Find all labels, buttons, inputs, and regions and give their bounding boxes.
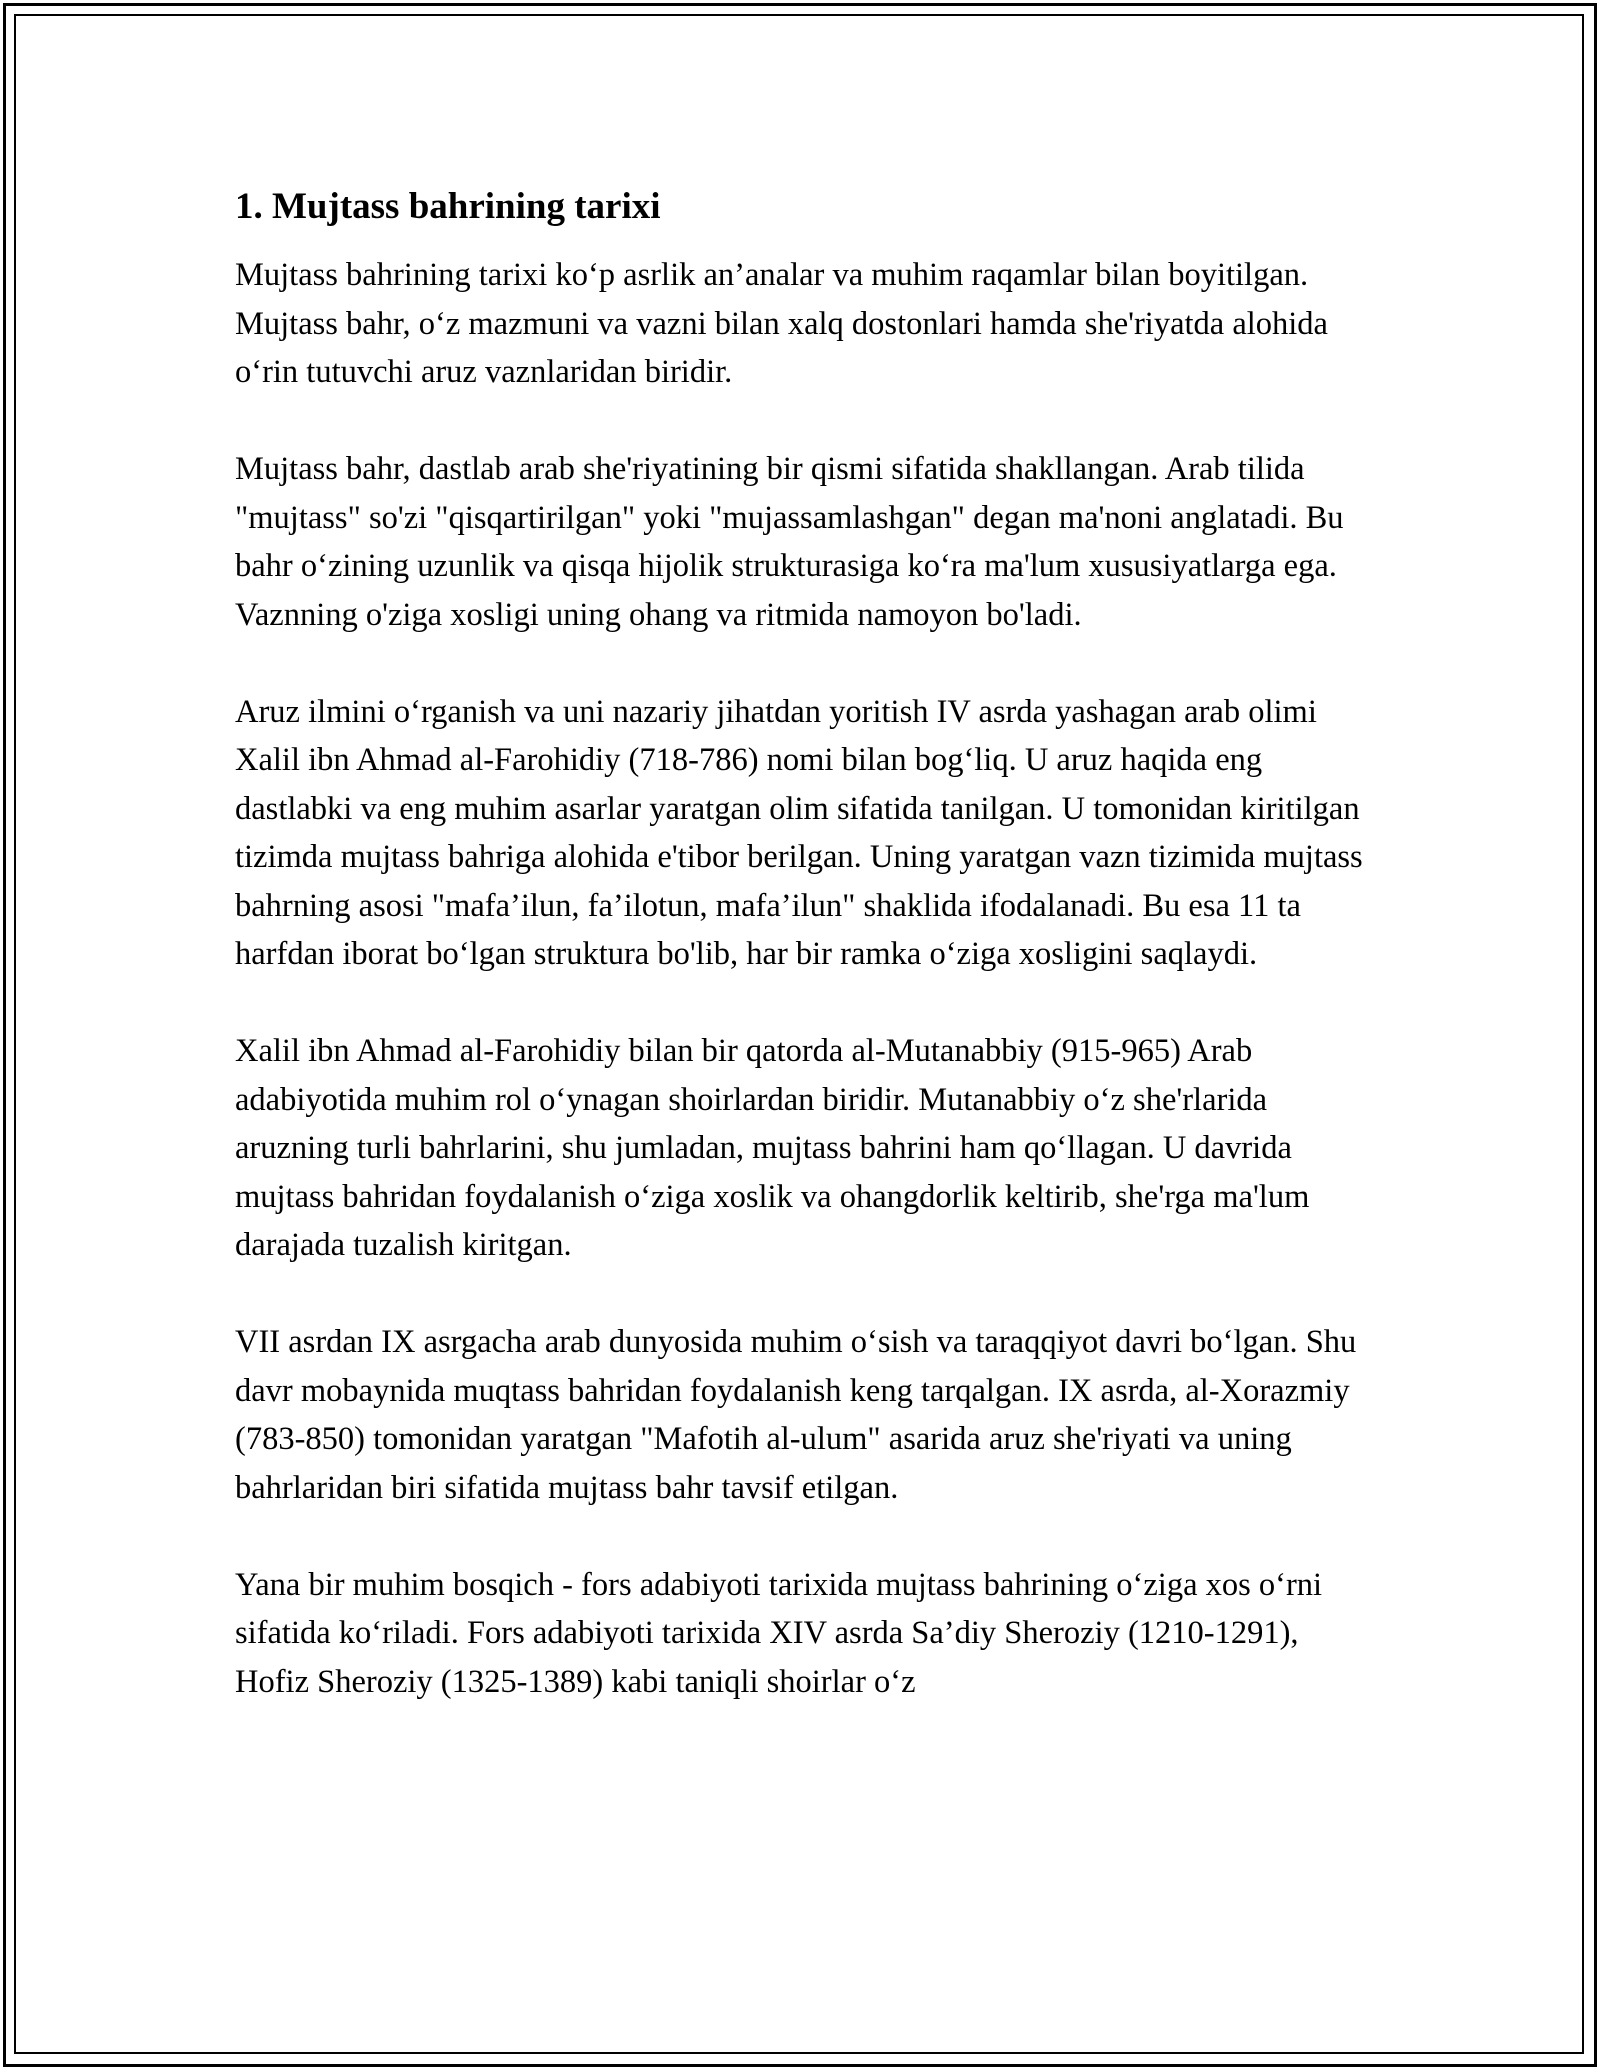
paragraph-2: Mujtass bahr, dastlab arab she'riyatining bir qismi sifatida shakllangan. Arab tilida "mujtass" so'zi "qisqartirilgan" yoki "mujassamlashgan" degan ma'noni anglatadi. Bu bahr oʻzining uzunlik va qisqa hijolik strukturasiga koʻra ma'lum xususiyatlarga ega. Vaznning o'ziga xosligi uning ohang va ritmida namoyon bo'ladi. — [235, 451, 1344, 633]
paragraph-1: Mujtass bahrining tarixi koʻp asrlik an’analar va muhim raqamlar bilan boyitilgan. Mujtass bahr, oʻz mazmuni va vazni bilan xalq dostonlari hamda she'riyatda alohida oʻrin tutuvchi aruz vaznlaridan biridir. — [235, 257, 1328, 390]
paragraph-3: Aruz ilmini oʻrganish va uni nazariy jihatdan yoritish IV asrda yashagan arab olimi Xalil ibn Ahmad al-Farohidiy (718-786) nomi bilan bogʻliq. U aruz haqida eng dastlabki va eng muhim asarlar yaratgan olim sifatida tanilgan. U tomonidan kiritilgan tizimda mujtass bahriga alohida e'tibor berilgan. Uning yaratgan vazn tizimida mujtass bahrning asosi "mafa’ilun, fa’ilotun, mafa’ilun" shaklida ifodalanadi. Bu esa 11 ta harfdan iborat boʻlgan struktura bo'lib, har bir ramka oʻziga xosligini saqlaydi. — [235, 693, 1363, 972]
paragraph-4: Xalil ibn Ahmad al-Farohidiy bilan bir qatorda al-Mutanabbiy (915-965) Arab adabiyotida muhim rol oʻynagan shoirlardan biridir. Mutanabbiy oʻz she'rlarida aruzning turli bahrlarini, shu jumladan, mujtass bahrini ham qoʻllagan. U davrida mujtass bahridan foydalanish oʻziga xoslik va ohangdorlik keltirib, she'rga ma'lum darajada tuzalish kiritgan. — [235, 1033, 1310, 1263]
paragraph-6: Yana bir muhim bosqich - fors adabiyoti tarixida mujtass bahrining oʻziga xos oʻrni sifatida koʻriladi. Fors adabiyoti tarixida XIV asrda Sa’diy Sheroziy (1210-1291), Hofiz Sheroziy (1325-1389) kabi taniqli shoirlar oʻz — [235, 1566, 1323, 1700]
paragraph-5: VII asrdan IX asrgacha arab dunyosida muhim oʻsish va taraqqiyot davri boʻlgan. Shu davr mobaynida muqtass bahridan foydalanish keng tarqalgan. IX asrda, al-Xorazmiy (783-850) tomonidan yaratgan "Mafotih al-ulum" asarida aruz she'riyati va uning bahrlaridan biri sifatida mujtass bahr tavsif etilgan. — [235, 1324, 1357, 1506]
section-heading: 1. Mujtass bahrining tarixi — [235, 186, 661, 227]
document-body — [235, 183, 1365, 1755]
